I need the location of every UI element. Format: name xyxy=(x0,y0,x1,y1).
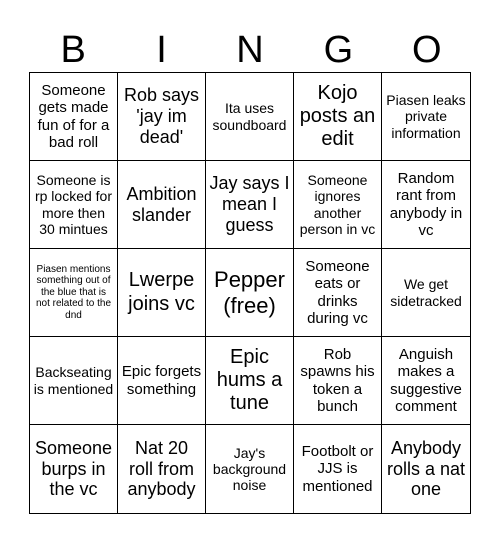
bingo-cell[interactable]: Footbolt or JJS is mentioned xyxy=(294,425,382,513)
bingo-cell[interactable]: Epic hums a tune xyxy=(206,337,294,425)
bingo-cell[interactable]: Ita uses soundboard xyxy=(206,73,294,161)
header-letter-n: N xyxy=(236,29,264,71)
header-letter-b: B xyxy=(60,29,86,71)
header-letter-g: G xyxy=(323,29,354,71)
bingo-cell[interactable]: Anybody rolls a nat one xyxy=(386,437,466,500)
bingo-cell[interactable]: Ambition slander xyxy=(118,161,206,249)
bingo-cell[interactable]: Anguish makes a suggestive comment xyxy=(382,337,470,425)
bingo-cell[interactable]: Lwerpe joins vc xyxy=(118,249,206,337)
bingo-cell[interactable]: Jay's background noise xyxy=(206,425,294,513)
bingo-cell[interactable]: We get sidetracked xyxy=(382,249,470,337)
header-letter-i: I xyxy=(156,29,167,71)
bingo-cell[interactable]: Jay says I mean I guess xyxy=(206,161,294,249)
bingo-cell[interactable]: Someone ignores another person in vc xyxy=(294,161,382,249)
bingo-card-grid xyxy=(29,72,471,514)
bingo-cell[interactable]: Rob spawns his token a bunch xyxy=(294,337,382,425)
bingo-cell[interactable]: Kojo posts an edit xyxy=(294,73,382,161)
bingo-cell[interactable]: Rob says 'jay im dead' xyxy=(118,73,206,161)
bingo-cell[interactable]: Someone burps in the vc xyxy=(30,425,118,513)
bingo-cell[interactable]: Someone eats or drinks during vc xyxy=(294,249,382,337)
bingo-cell[interactable]: Someone gets made fun of for a bad roll xyxy=(30,73,118,161)
bingo-cell[interactable]: Random rant from anybody in vc xyxy=(382,161,470,249)
bingo-cell[interactable]: Piasen leaks private information xyxy=(382,73,470,161)
bingo-cell-free[interactable]: Pepper (free) xyxy=(206,249,294,337)
bingo-cell[interactable]: Someone is rp locked for more then 30 mintues xyxy=(30,161,118,249)
bingo-cell[interactable]: Backseating is mentioned xyxy=(30,337,118,425)
header-letter-o: O xyxy=(411,29,442,71)
bingo-header xyxy=(29,28,471,72)
bingo-cell[interactable]: Nat 20 roll from anybody xyxy=(118,425,206,513)
bingo-cell[interactable]: Piasen mentions something out of the blue that is not related to the dnd xyxy=(30,249,118,337)
bingo-cell[interactable]: Epic forgets something xyxy=(118,337,206,425)
